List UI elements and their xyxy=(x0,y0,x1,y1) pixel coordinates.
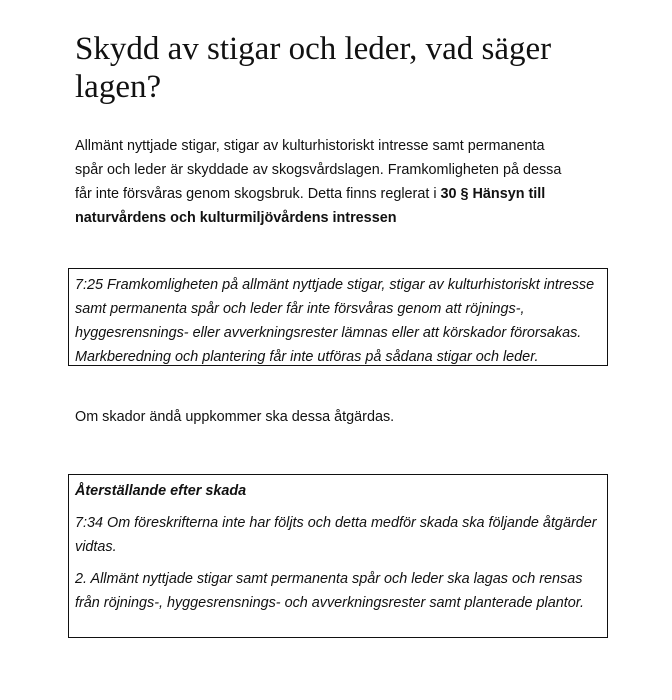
law-quote-7-25-text: 7:25 Framkomligheten på allmänt nyttjade stigar, stigar av kulturhistoriskt intresse samt permanenta spår och leder får inte försvåras genom att röjnings-, hyggesrensnings- eller avverkningsrester lämnas eller att körskador förorsakas. Markberedning och plantering får inte utföras på sådana stigar och leder. xyxy=(75,277,595,365)
law-quote-box-7-34 xyxy=(68,474,608,638)
law-quote-7-34-heading: Återställande efter skada xyxy=(75,483,247,499)
law-quote-7-34-item-2: 2. Allmänt nyttjade stigar samt permanenta spår och leder ska lagas och rensas från röjnings-, hyggesrensnings- och avverkningsrester samt planterade plantor. xyxy=(75,571,584,611)
intro-text: Allmänt nyttjade stigar, stigar av kulturhistoriskt intresse samt permanenta spår och leder är skyddade av skogsvårdslagen. Framkomligheten på dessa får inte försvåras genom skogsbruk. Detta finns reglerat i xyxy=(75,138,562,202)
law-quote-7-34-text: 7:34 Om föreskrifterna inte har följts och detta medför skada ska följande åtgärder vidtas. xyxy=(75,515,597,555)
intro-paragraph xyxy=(75,134,575,230)
damage-note: Om skador ändå uppkommer ska dessa åtgärdas. xyxy=(75,409,395,425)
law-quote-box-7-25 xyxy=(68,268,608,366)
intro-law-reference: 30 § Hänsyn till naturvårdens och kulturmiljövårdens intressen xyxy=(75,186,546,226)
page-title: Skydd av stigar och leder, vad säger lagen? xyxy=(75,31,552,105)
